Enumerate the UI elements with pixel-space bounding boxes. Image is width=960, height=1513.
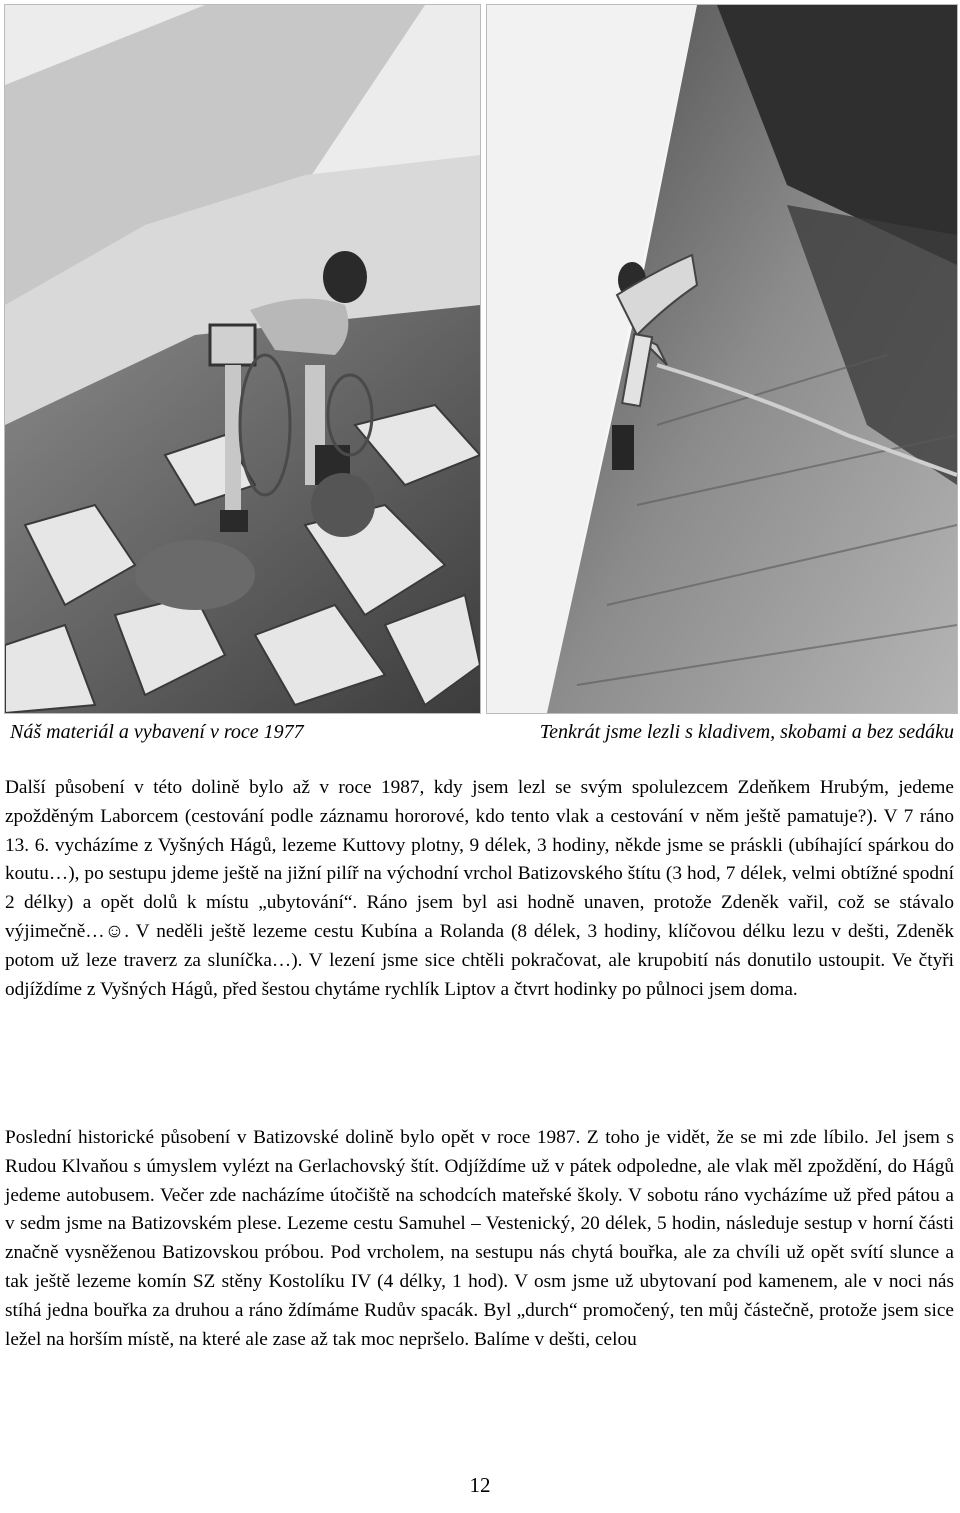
paragraph-2: Poslední historické působení v Batizovské dolině bylo opět v roce 1987. Z toho je vidět, že se mi zde líbilo. Jel jsem s Rudou Klvaňou s úmyslem vylézt na Gerlachovský štít. Odjíždíme už v pátek odpoledne, ale vlak měl zpoždění, do Hágů jedeme autobusem. Večer zde nacházíme útočiště na schodcích mateřské školy. V sobotu ráno vycházíme už před pátou a v sedm jsme na Batizovském plese. Lezeme cestu Samuhel – Vestenický, 20 délek, 5 hodin, následuje sestup v horní části značně vysněženou Batizovskou próbou. Pod vrcholem, na sestupu nás chytá bouřka, ale za chvíli už opět svítí slunce a tak ještě lezeme komín SZ stěny Kostolíku IV (4 délky, 1 hod). V osm jsme už ubytovaní pod kamenem, ale v noci nás stíhá jedna bouřka za druhou a ráno ždímáme Rudův spacák. Byl „durch“ promočený, ten můj částečně, protože jsem sice ležel na horším místě, na které ale zase až tak moc nepršelo. Balíme v dešti, celou: [5, 1127, 954, 1350]
caption-right: Tenkrát jsme lezli s kladivem, skobami a bez sedáku: [539, 721, 954, 743]
page-number: 12: [469, 1473, 491, 1497]
photo-climbing-gear-graphic: [5, 5, 480, 713]
caption-left: Náš materiál a vybavení v roce 1977: [10, 721, 304, 743]
photo-climber-on-wall: [486, 4, 958, 714]
photo-climber-graphic: [487, 5, 957, 713]
photo-climbing-gear-1977: [4, 4, 481, 714]
paragraph-1: Další působení v této dolině bylo až v roce 1987, kdy jsem lezl se svým spolulezcem Zdeňkem Hrubým, jedeme zpožděným Laborcem (cestování podle záznamu hororové, kdo tento vlak a cestování v něm ještě pamatuje?). V 7 ráno 13. 6. vycházíme z Vyšných Hágů, lezeme Kuttovy plotny, 9 délek, 3 hodiny, někde jsme se práskli (ubíhající spárkou do koutu…), po sestupu jdeme ještě na jižní pilíř na východní vrchol Batizovského štítu (3 hod, 7 délek, velmi obtížné spodní 2 délky) a opět dolů k místu „ubytování“. Ráno jsem byl asi hodně unaven, protože Zdeněk vařil, což se stávalo výjimečně…☺. V neděli ještě lezeme cestu Kubína a Rolanda (8 délek, 3 hodiny, klíčovou délku lezu v dešti, Zdeněk potom už leze traverz za sluníčka…). V lezení jsme sice chtěli pokračovat, ale krupobití nás donutilo ustoupit. Ve čtyři odjíždíme z Vyšných Hágů, před šestou chytáme rychlík Liptov a čtvrt hodinky po půlnoci jsem doma.: [5, 777, 954, 1000]
